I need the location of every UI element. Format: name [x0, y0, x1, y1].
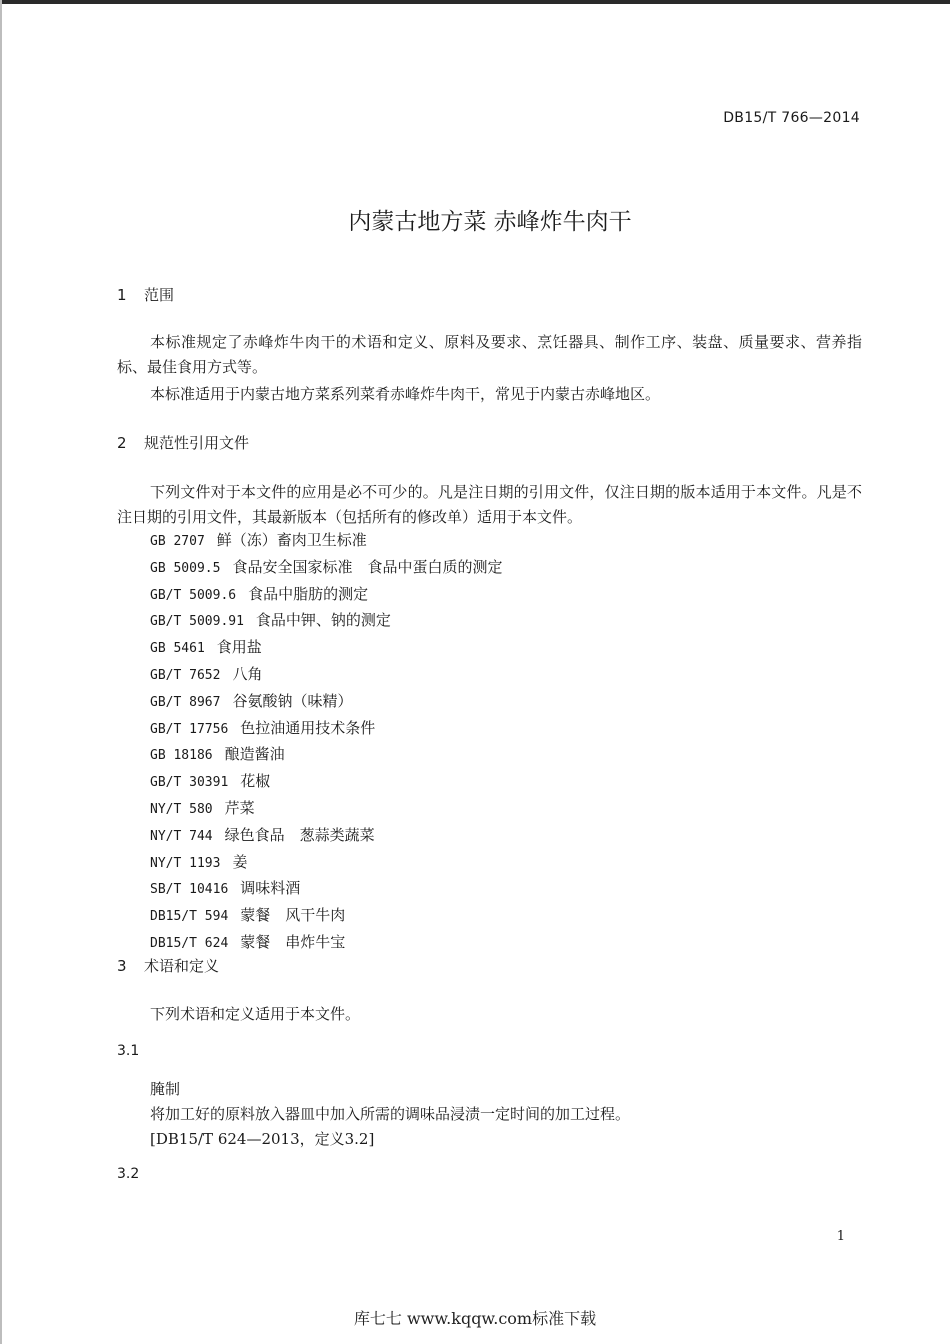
- reference-title: 酿造酱油: [224, 745, 285, 764]
- reference-item: [150, 796, 502, 823]
- reference-item: [150, 850, 502, 877]
- document-title: 内蒙古地方菜 赤峰炸牛肉干: [348, 209, 632, 235]
- reference-title: 食品中脂肪的测定: [248, 584, 369, 603]
- reference-title: 姜: [232, 852, 248, 871]
- reference-code: DB15/T 594: [150, 909, 229, 925]
- reference-title: 食用盐: [216, 638, 262, 657]
- section-title: 术语和定义: [144, 957, 220, 975]
- section-number: 2: [117, 434, 127, 452]
- scan-edge-left: [0, 0, 2, 1344]
- reference-title: 色拉油通用技术条件: [240, 718, 376, 737]
- reference-title: 蒙餐 风干牛肉: [240, 906, 346, 925]
- reference-item: [150, 769, 502, 796]
- term-definition: 将加工好的原料放入器皿中加入所需的调味品浸渍一定时间的加工过程。: [150, 1105, 631, 1123]
- reference-code: NY/T 744: [150, 828, 213, 844]
- reference-item: [150, 528, 502, 555]
- reference-item: [150, 689, 502, 716]
- reference-title: 花椒: [240, 772, 271, 791]
- reference-code: NY/T 580: [150, 801, 213, 817]
- term-heading: 腌制: [150, 1080, 181, 1098]
- reference-list: [150, 528, 502, 957]
- section-number: 1: [117, 286, 127, 304]
- reference-title: 食品中钾、钠的测定: [255, 611, 391, 630]
- reference-code: GB/T 5009.6: [150, 587, 237, 603]
- reference-item: [150, 555, 502, 582]
- reference-title: 鲜（冻）畜肉卫生标准: [216, 531, 367, 549]
- section-3-heading: [117, 955, 219, 976]
- references-intro: 下列文件对于本文件的应用是必不可少的。凡是注日期的引用文件，仅注日期的版本适用于本文件。凡是不注日期的引用文件，其最新版本（包括所有的修改单）适用于本文件。: [117, 483, 862, 526]
- section-number: 3: [117, 957, 127, 975]
- clause-number: 3.1: [117, 1043, 140, 1059]
- reference-item: [150, 582, 502, 609]
- reference-title: 芹菜: [224, 798, 255, 817]
- reference-code: GB/T 8967: [150, 694, 221, 710]
- section-title: 规范性引用文件: [144, 434, 250, 452]
- reference-code: GB/T 7652: [150, 667, 221, 683]
- clause-number: 3.2: [117, 1166, 140, 1182]
- reference-code: GB 2707: [150, 534, 205, 549]
- reference-code: GB 5461: [150, 641, 205, 657]
- reference-item: [150, 823, 502, 850]
- reference-code: GB 5009.5: [150, 560, 221, 576]
- reference-code: GB 18186: [150, 748, 213, 764]
- reference-item: [150, 662, 502, 689]
- reference-title: 八角: [232, 664, 263, 683]
- reference-code: NY/T 1193: [150, 855, 221, 871]
- reference-code: GB/T 5009.91: [150, 614, 244, 630]
- reference-item: [150, 903, 502, 930]
- reference-code: SB/T 10416: [150, 882, 229, 898]
- reference-code: GB/T 17756: [150, 721, 229, 737]
- reference-item: [150, 635, 502, 662]
- reference-item: [150, 742, 502, 769]
- scope-paragraph-1: 本标准规定了赤峰炸牛肉干的术语和定义、原料及要求、烹饪器具、制作工序、装盘、质量要求、营养指标、最佳食用方式等。: [117, 333, 862, 376]
- reference-item: [150, 930, 502, 957]
- reference-item: [150, 608, 502, 635]
- reference-title: 绿色食品 葱蒜类蔬菜: [224, 825, 375, 844]
- reference-title: 调味料酒: [240, 879, 301, 898]
- footer-watermark: 库七七 www.kqqw.com标准下载: [353, 1309, 597, 1328]
- scan-edge-top: [0, 0, 950, 4]
- reference-title: 谷氨酸钠（味精）: [232, 691, 353, 710]
- reference-code: GB/T 30391: [150, 775, 229, 791]
- section-2-heading: [117, 432, 249, 453]
- page-number: 1: [836, 1229, 845, 1244]
- reference-code: DB15/T 624: [150, 935, 229, 951]
- section-1-heading: [117, 284, 174, 305]
- section-title: 范围: [144, 286, 175, 304]
- terms-intro: 下列术语和定义适用于本文件。: [150, 1005, 361, 1023]
- reference-title: 食品安全国家标准 食品中蛋白质的测定: [232, 557, 503, 576]
- scope-paragraph-2: 本标准适用于内蒙古地方菜系列菜肴赤峰炸牛肉干，常见于内蒙古赤峰地区。: [150, 385, 661, 403]
- reference-item: [150, 716, 502, 743]
- term-source: [DB15/T 624—2013，定义3.2]: [150, 1130, 375, 1148]
- reference-item: [150, 876, 502, 903]
- standard-code: DB15/T 766—2014: [723, 110, 860, 126]
- reference-title: 蒙餐 串炸牛宝: [240, 932, 346, 951]
